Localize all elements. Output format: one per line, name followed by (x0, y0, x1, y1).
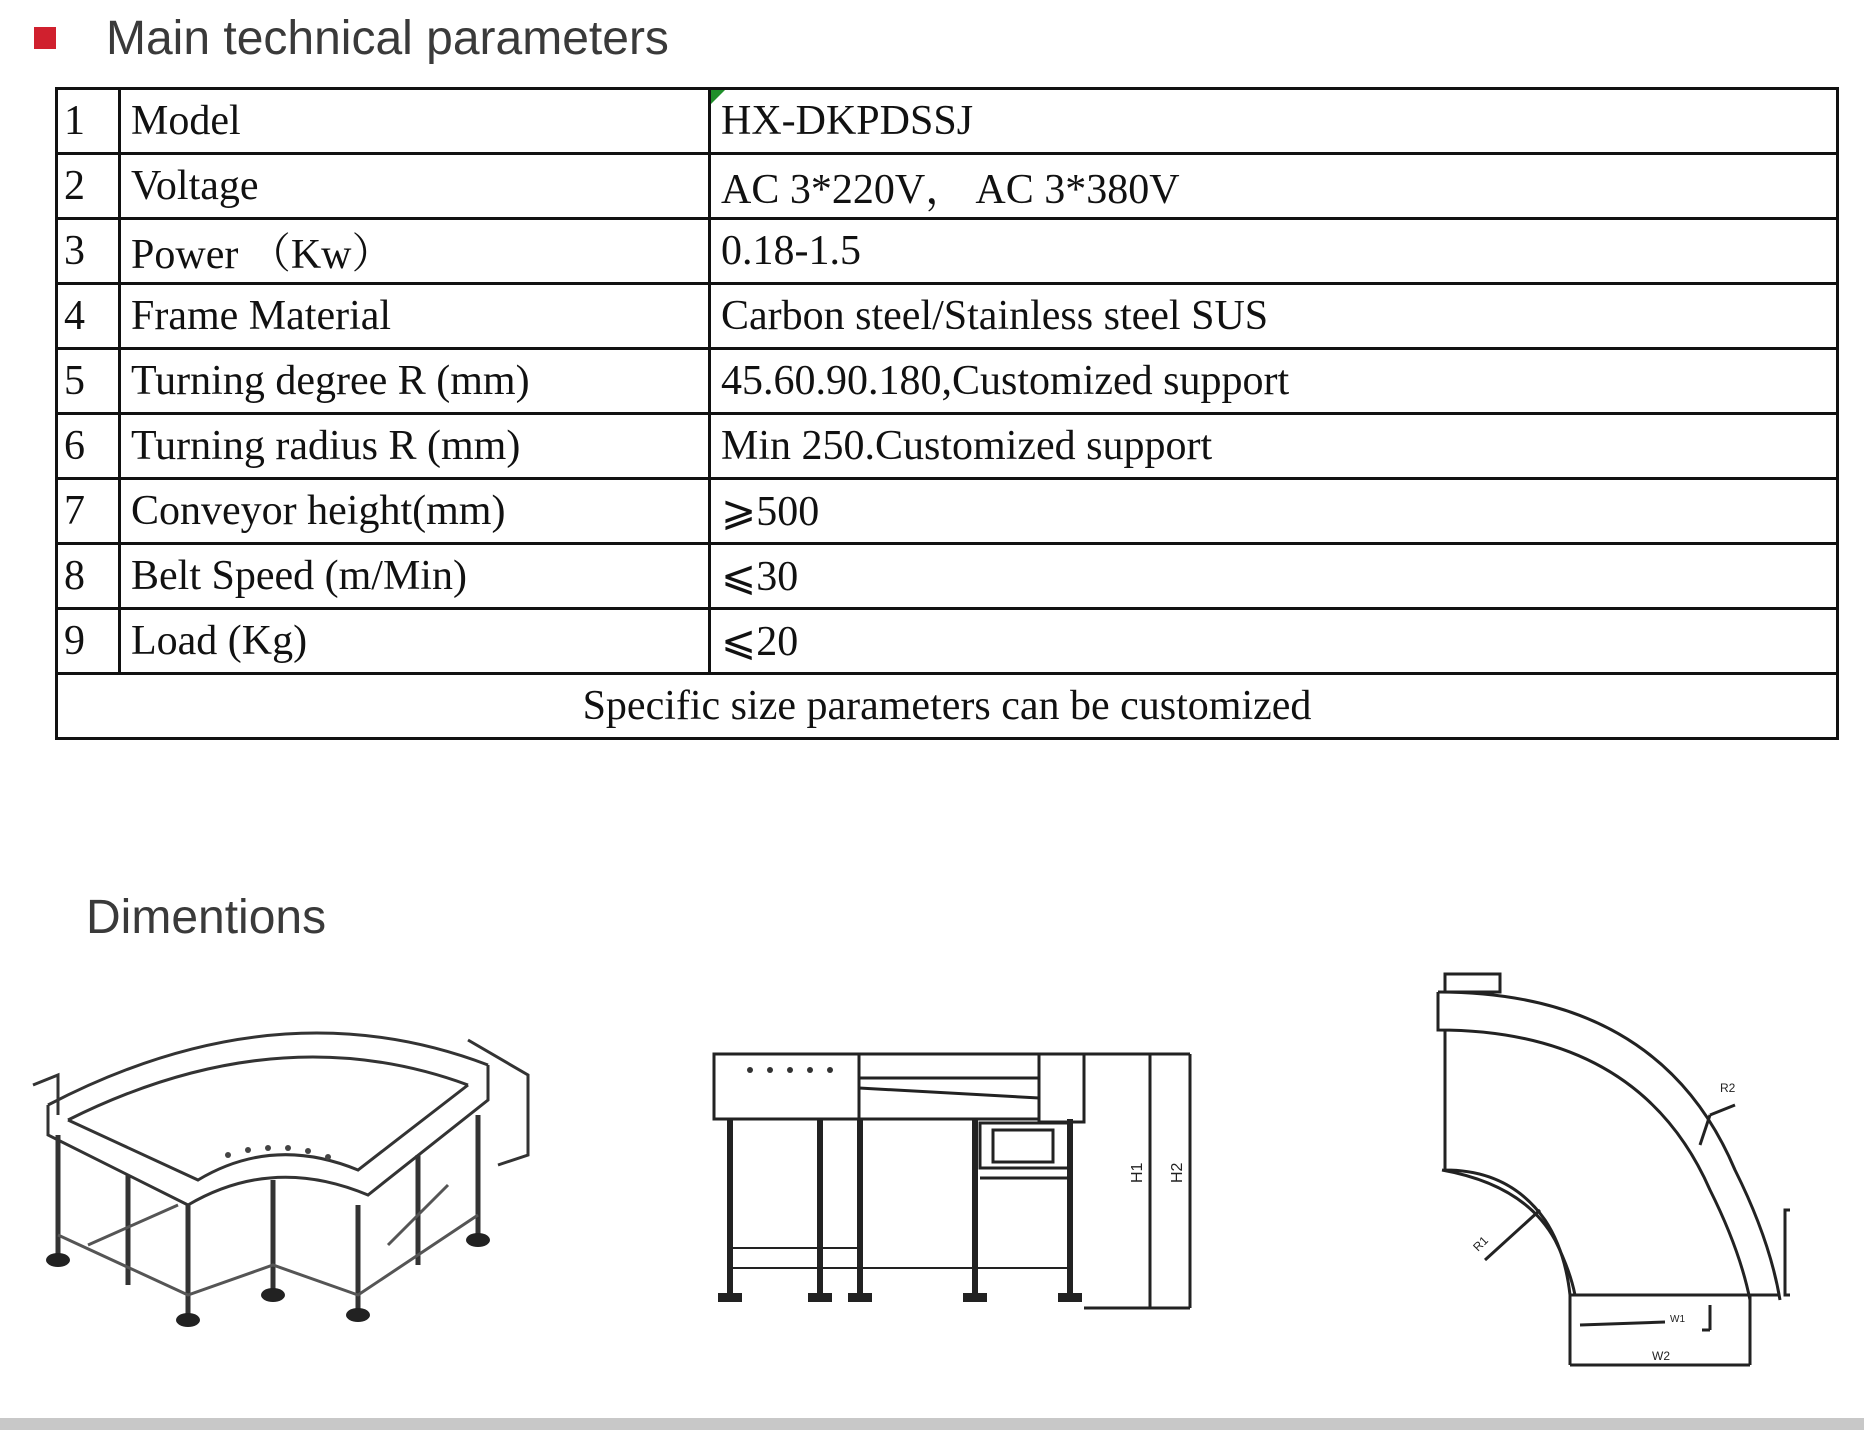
side-view-drawing (710, 1048, 1200, 1318)
row-number: 1 (57, 89, 120, 154)
parameters-table (55, 87, 1839, 740)
section-header (34, 8, 669, 68)
dimensions-title: Dimentions (86, 891, 327, 944)
param-name: Conveyor height(mm) (120, 479, 710, 544)
param-value: Min 250.Customized support (710, 414, 1838, 479)
table-row (57, 414, 1838, 479)
row-number: 4 (57, 284, 120, 349)
row-number: 7 (57, 479, 120, 544)
square-bullet-icon (34, 27, 56, 49)
param-value-text: HX-DKPDSSJ (721, 98, 974, 144)
param-name: Belt Speed (m/Min) (120, 544, 710, 609)
row-number: 2 (57, 154, 120, 219)
r1-label: R1 (1470, 1233, 1491, 1255)
table-row (57, 219, 1838, 284)
table-row (57, 479, 1838, 544)
param-value: Carbon steel/Stainless steel SUS (710, 284, 1838, 349)
top-view-drawing (1430, 970, 1790, 1380)
h2-label: H2 (1169, 1162, 1186, 1183)
table-row (57, 89, 1838, 154)
row-number: 9 (57, 609, 120, 674)
param-value (710, 89, 1838, 154)
h1-label: H1 (1129, 1162, 1146, 1183)
param-value: ⩽30 (710, 544, 1838, 609)
r2-label: R2 (1720, 1081, 1736, 1095)
table-row (57, 544, 1838, 609)
param-name: Voltage (120, 154, 710, 219)
w2-label: W2 (1652, 1349, 1670, 1363)
table-footnote-row (57, 674, 1838, 739)
cell-comment-marker (711, 90, 725, 104)
isometric-view-drawing (28, 1005, 538, 1350)
table-row (57, 284, 1838, 349)
param-name: Frame Material (120, 284, 710, 349)
bottom-divider (0, 1418, 1864, 1430)
w1-label: W1 (1670, 1314, 1685, 1325)
row-number: 8 (57, 544, 120, 609)
param-value: AC 3*220V， AC 3*380V (710, 154, 1838, 219)
section-title: Main technical parameters (106, 11, 669, 65)
param-name: Turning radius R (mm) (120, 414, 710, 479)
row-number: 6 (57, 414, 120, 479)
param-value: ⩽20 (710, 609, 1838, 674)
param-value: ⩾500 (710, 479, 1838, 544)
footnote: Specific size parameters can be customized (57, 674, 1838, 739)
param-name: Load (Kg) (120, 609, 710, 674)
param-value: 45.60.90.180,Customized support (710, 349, 1838, 414)
param-value: 0.18-1.5 (710, 219, 1838, 284)
param-name: Turning degree R (mm) (120, 349, 710, 414)
table-row (57, 609, 1838, 674)
table-row (57, 349, 1838, 414)
row-number: 5 (57, 349, 120, 414)
table-row (57, 154, 1838, 219)
param-name: Model (120, 89, 710, 154)
row-number: 3 (57, 219, 120, 284)
param-name: Power （Kw） (120, 219, 710, 284)
